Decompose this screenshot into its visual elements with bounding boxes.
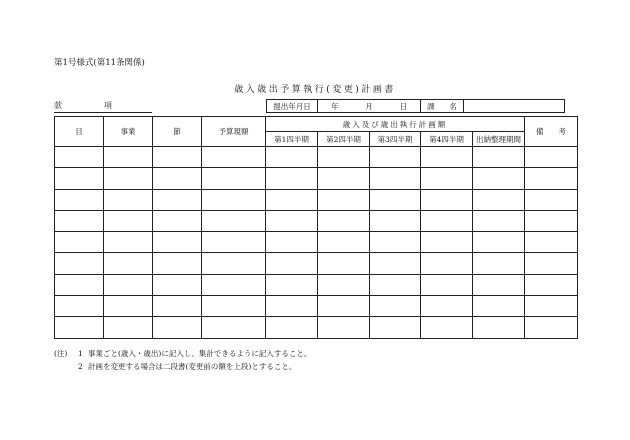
table-cell[interactable] [473, 189, 525, 210]
notes-label: (注) [54, 349, 68, 358]
table-cell[interactable] [370, 296, 421, 317]
table-cell[interactable] [473, 210, 525, 231]
table-cell[interactable] [370, 210, 421, 231]
table-row [55, 296, 578, 317]
table-cell[interactable] [525, 253, 578, 274]
table-cell[interactable] [266, 210, 318, 231]
table-cell[interactable] [318, 232, 370, 253]
table-cell[interactable] [202, 317, 266, 338]
table-cell[interactable] [473, 296, 525, 317]
table-row [55, 317, 578, 338]
table-cell[interactable] [104, 253, 153, 274]
table-cell[interactable] [525, 168, 578, 189]
table-cell[interactable] [266, 147, 318, 168]
table-cell[interactable] [421, 274, 473, 295]
table-cell[interactable] [266, 296, 318, 317]
table-cell[interactable] [318, 189, 370, 210]
department-name-label [421, 100, 464, 113]
table-cell[interactable] [525, 147, 578, 168]
table-cell[interactable] [525, 296, 578, 317]
table-cell[interactable] [202, 189, 266, 210]
col-q2: 第2四半期 [318, 132, 370, 147]
table-row [55, 210, 578, 231]
table-cell[interactable] [55, 210, 104, 231]
table-cell[interactable] [525, 189, 578, 210]
col-moku: 目 [55, 117, 104, 147]
table-cell[interactable] [55, 168, 104, 189]
table-cell[interactable] [525, 317, 578, 338]
ka-label: 課 [427, 101, 435, 111]
note-text: 計画を変更する場合は二段書(変更前の額を上段)とすること。 [88, 362, 297, 371]
header-bar [54, 99, 577, 113]
day-label: 日 [399, 101, 408, 111]
col-jigyo: 事業 [104, 117, 153, 147]
table-cell[interactable] [104, 274, 153, 295]
table-cell[interactable] [370, 253, 421, 274]
table-cell[interactable] [473, 232, 525, 253]
table-cell[interactable] [525, 274, 578, 295]
table-cell[interactable] [421, 147, 473, 168]
table-cell[interactable] [318, 168, 370, 189]
table-cell[interactable] [266, 274, 318, 295]
submit-date-field[interactable] [318, 100, 421, 113]
table-cell[interactable] [202, 253, 266, 274]
table-cell[interactable] [473, 147, 525, 168]
table-cell[interactable] [153, 232, 202, 253]
table-row [55, 168, 578, 189]
table-cell[interactable] [153, 147, 202, 168]
table-cell[interactable] [370, 232, 421, 253]
table-cell[interactable] [55, 232, 104, 253]
table-cell[interactable] [318, 253, 370, 274]
table-row [55, 253, 578, 274]
kou-label: 項 [104, 101, 112, 110]
kan-label: 款 [54, 101, 62, 110]
table-cell[interactable] [421, 296, 473, 317]
table-cell[interactable] [104, 296, 153, 317]
table-cell[interactable] [153, 253, 202, 274]
table-cell[interactable] [104, 317, 153, 338]
table-cell[interactable] [153, 274, 202, 295]
table-cell[interactable] [421, 317, 473, 338]
table-cell[interactable] [55, 189, 104, 210]
document-title: 歳入歳出予算執行(変更)計画書 [234, 85, 396, 95]
department-name-field[interactable] [464, 100, 565, 113]
table-cell[interactable] [370, 317, 421, 338]
submit-date-label: 提出年月日 [267, 100, 318, 113]
col-biko: 備 考 [525, 117, 578, 147]
table-cell[interactable] [104, 189, 153, 210]
table-row [55, 189, 578, 210]
table-cell[interactable] [266, 317, 318, 338]
table-cell[interactable] [525, 210, 578, 231]
table-row [55, 274, 578, 295]
table-cell[interactable] [318, 274, 370, 295]
table-cell[interactable] [202, 274, 266, 295]
table-cell[interactable] [153, 168, 202, 189]
table-cell[interactable] [202, 296, 266, 317]
table-cell[interactable] [104, 232, 153, 253]
table-cell[interactable] [266, 168, 318, 189]
table-cell[interactable] [370, 274, 421, 295]
note-text: 事業ごと(歳入・歳出)に記入し、集計できるように記入すること。 [88, 349, 312, 358]
table-cell[interactable] [421, 232, 473, 253]
col-yosan-gengaku: 予算現額 [202, 117, 266, 147]
table-cell[interactable] [55, 253, 104, 274]
table-row [55, 232, 578, 253]
table-cell[interactable] [370, 189, 421, 210]
table-cell[interactable] [318, 296, 370, 317]
execution-plan-table [54, 116, 578, 339]
col-q1: 第1四半期 [266, 132, 318, 147]
table-row [55, 147, 578, 168]
year-label: 年 [330, 101, 339, 111]
table-cell[interactable] [473, 253, 525, 274]
table-cell[interactable] [153, 189, 202, 210]
note-number: 1 [78, 349, 83, 358]
table-cell[interactable] [266, 232, 318, 253]
table-cell[interactable] [55, 317, 104, 338]
note-number: 2 [78, 362, 83, 371]
note-item-2 [54, 360, 311, 373]
table-cell[interactable] [473, 274, 525, 295]
kan-kou-underline [54, 112, 152, 113]
table-cell[interactable] [421, 168, 473, 189]
table-cell[interactable] [104, 168, 153, 189]
table-cell[interactable] [153, 210, 202, 231]
col-q4: 第4四半期 [421, 132, 473, 147]
mei-label: 名 [449, 101, 457, 111]
submission-info-table [266, 99, 565, 113]
table-cell[interactable] [370, 168, 421, 189]
table-cell[interactable] [421, 253, 473, 274]
col-q3: 第3四半期 [370, 132, 421, 147]
notes [54, 347, 311, 373]
table-cell[interactable] [318, 210, 370, 231]
table-cell[interactable] [525, 232, 578, 253]
table-cell[interactable] [421, 210, 473, 231]
table-cell[interactable] [266, 253, 318, 274]
table-cell[interactable] [153, 296, 202, 317]
form-number: 第1号様式(第11条関係) [54, 58, 145, 68]
note-item-1 [54, 347, 311, 360]
table-cell[interactable] [318, 147, 370, 168]
table-cell[interactable] [55, 147, 104, 168]
table-cell[interactable] [202, 168, 266, 189]
table-cell[interactable] [104, 147, 153, 168]
table-cell[interactable] [153, 317, 202, 338]
table-cell[interactable] [55, 296, 104, 317]
table-cell[interactable] [104, 210, 153, 231]
table-cell[interactable] [266, 189, 318, 210]
table-cell[interactable] [473, 317, 525, 338]
table-cell[interactable] [55, 274, 104, 295]
table-cell[interactable] [473, 168, 525, 189]
table-cell[interactable] [421, 189, 473, 210]
col-shutsuno: 出納整理期間 [473, 132, 525, 147]
table-cell[interactable] [202, 147, 266, 168]
table-cell[interactable] [370, 147, 421, 168]
month-label: 月 [365, 101, 373, 111]
col-setsu: 節 [153, 117, 202, 147]
table-cell[interactable] [318, 317, 370, 338]
table-cell[interactable] [202, 232, 266, 253]
table-cell[interactable] [202, 210, 266, 231]
col-execution-plan-group: 歳入及び歳出執行計画額 [266, 117, 525, 132]
